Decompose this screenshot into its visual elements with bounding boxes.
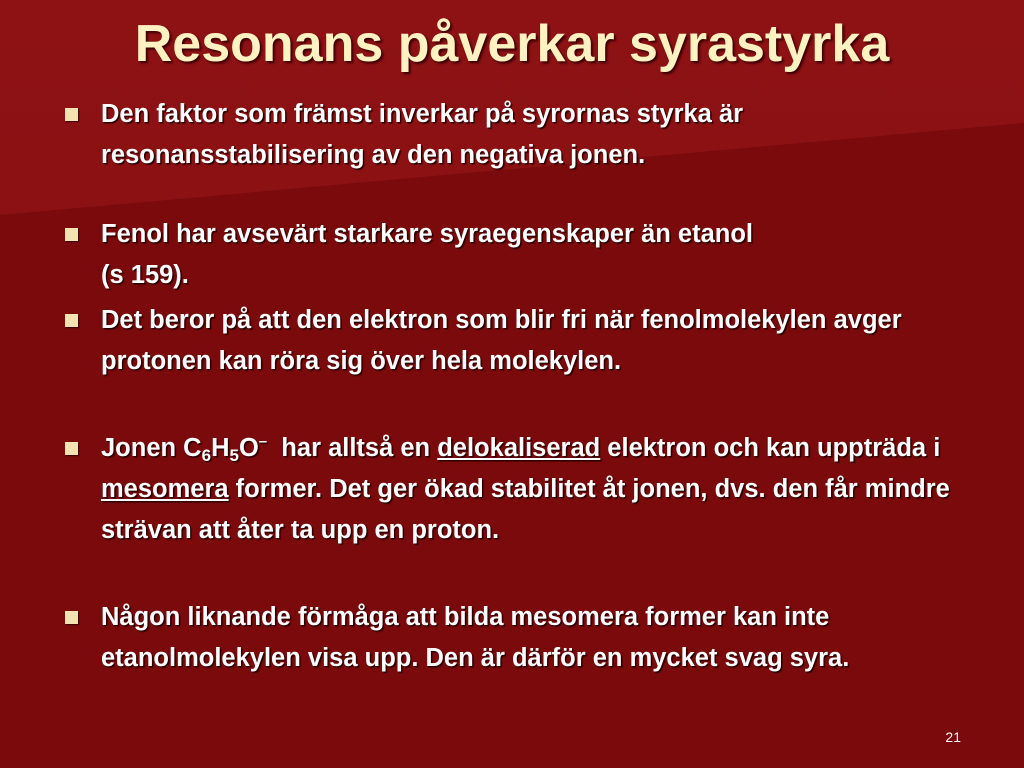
slide-title: Resonans påverkar syrastyrka xyxy=(134,15,890,73)
bullet-text-2: Fenol har avsevärt starkare syraegenskaper än etanol xyxy=(101,220,754,248)
bullet-item-5 xyxy=(64,597,984,679)
formula-subscript-5: 5 xyxy=(229,446,239,465)
bullet-item-4 xyxy=(64,428,984,551)
term-delokaliserad: delokaliserad xyxy=(437,434,601,462)
slide-content xyxy=(64,94,984,679)
formula-subscript-6: 6 xyxy=(201,446,212,465)
bullet-4-suffix: former. Det ger ökad stabilitet åt jonen, dvs. den får mindre strävan att åter ta upp en proton. xyxy=(101,475,950,544)
bullet-text-1: Den faktor som främst inverkar på syrornas styrka är resonansstabilisering av den negativa jonen. xyxy=(101,100,744,169)
formula-charge-superscript: – xyxy=(258,433,268,450)
bullet-item-1 xyxy=(64,94,984,176)
formula-o: O xyxy=(238,434,259,462)
square-bullet-icon xyxy=(65,108,78,121)
bullet-text-3: Det beror på att den elektron som blir fri när fenolmolekylen avger protonen kan röra sig över hela molekylen. xyxy=(101,306,902,375)
bullet-item-3 xyxy=(64,300,984,382)
square-bullet-icon xyxy=(65,442,78,455)
formula-h: H xyxy=(211,434,230,462)
bullet-2-continuation: (s 159). xyxy=(101,261,189,289)
square-bullet-icon xyxy=(65,611,78,624)
square-bullet-icon xyxy=(65,314,78,327)
term-mesomera: mesomera xyxy=(101,475,229,503)
bullet-4-mid1: har alltså en xyxy=(267,434,438,462)
bullet-4-mid2: elektron och kan uppträda i xyxy=(600,434,941,462)
bullet-item-2 xyxy=(64,214,984,255)
bullet-text-5: Någon liknande förmåga att bilda mesomera former kan inte etanolmolekylen visa upp. Den är därför en mycket svag syra. xyxy=(101,603,850,672)
square-bullet-icon xyxy=(65,228,78,241)
page-number: 21 xyxy=(945,729,961,745)
bullet-4-prefix: Jonen C xyxy=(101,434,202,462)
